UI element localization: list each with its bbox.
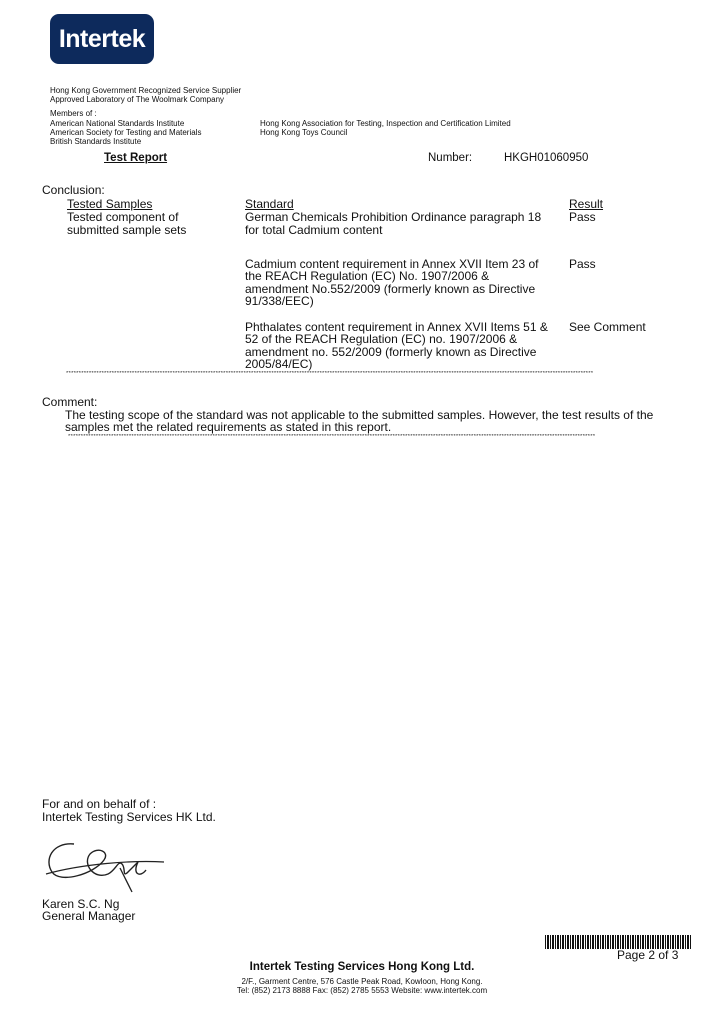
standard-row2-line3: amendment No.552/2009 (formerly known as Directive (245, 282, 536, 296)
standard-row3-line1: Phthalates content requirement in Annex XVII Items 51 & (245, 320, 548, 334)
header-recognized: Hong Kong Government Recognized Service Supplier (50, 86, 242, 95)
page-indicator: Page 2 of 3 (617, 948, 679, 962)
col-tested-samples: Tested Samples (67, 197, 153, 211)
member-astm: American Society for Testing and Materials (50, 128, 202, 137)
col-standard: Standard (245, 197, 294, 211)
col-result: Result (569, 197, 604, 211)
member-hkatic: Hong Kong Association for Testing, Inspection and Certification Limited (260, 119, 511, 128)
divider-stars: **************************************************************************************************************************************************************************************************************** (66, 371, 594, 377)
report-number-label: Number: (428, 152, 473, 164)
report-number: HKGH01060950 (504, 152, 589, 164)
comment-line1: The testing scope of the standard was not applicable to the submitted samples. However, the test results of the (65, 408, 654, 422)
sample-line2: submitted sample sets (67, 223, 187, 237)
behalf-text: For and on behalf of : (42, 797, 157, 811)
comment-line2: samples met the related requirements as stated in this report. (65, 420, 392, 434)
standard-row2-line4: 91/338/EEC) (245, 294, 314, 308)
footer-contact: Tel: (852) 2173 8888 Fax: (852) 2785 5553 Website: www.intertek.com (236, 986, 488, 995)
standard-row3-line2: 52 of the REACH Regulation (EC) no. 1907/2006 & (245, 332, 518, 346)
standard-row3-line4: 2005/84/EC) (245, 357, 313, 371)
comment-label: Comment: (42, 395, 98, 409)
report-title: Test Report (104, 152, 168, 164)
standard-row2-line2: the REACH Regulation (EC) No. 1907/2006 & (245, 269, 490, 283)
result-row2: Pass (569, 257, 596, 271)
member-hktc: Hong Kong Toys Council (260, 128, 348, 137)
signoff-company: Intertek Testing Services HK Ltd. (42, 810, 216, 824)
signer-role: General Manager (42, 909, 136, 923)
footer-company: Intertek Testing Services Hong Kong Ltd. (249, 961, 475, 973)
member-bsi: British Standards Institute (50, 137, 142, 146)
result-row1: Pass (569, 210, 596, 224)
standard-row1-line1: German Chemicals Prohibition Ordinance paragraph 18 (245, 210, 542, 224)
standard-row2-line1: Cadmium content requirement in Annex XVII Item 23 of (245, 257, 539, 271)
member-ansi: American National Standards Institute (50, 119, 185, 128)
header-approved: Approved Laboratory of The Woolmark Company (50, 95, 225, 104)
result-row3: See Comment (569, 320, 646, 334)
signer-name: Karen S.C. Ng (42, 897, 120, 911)
signature (42, 834, 167, 896)
standard-row1-line2: for total Cadmium content (245, 223, 383, 237)
members-label: Members of : (50, 109, 97, 118)
intertek-logo: Intertek (50, 14, 154, 64)
footer-address: 2/F., Garment Centre, 576 Castle Peak Road, Kowloon, Hong Kong. (241, 977, 483, 986)
sample-line1: Tested component of (67, 210, 179, 224)
barcode (545, 935, 691, 949)
standard-row3-line3: amendment no. 552/2009 (formerly known as Directive (245, 345, 537, 359)
conclusion-label: Conclusion: (42, 183, 105, 197)
divider-stars-2: **************************************************************************************************************************************************************************************************************** (68, 434, 596, 440)
